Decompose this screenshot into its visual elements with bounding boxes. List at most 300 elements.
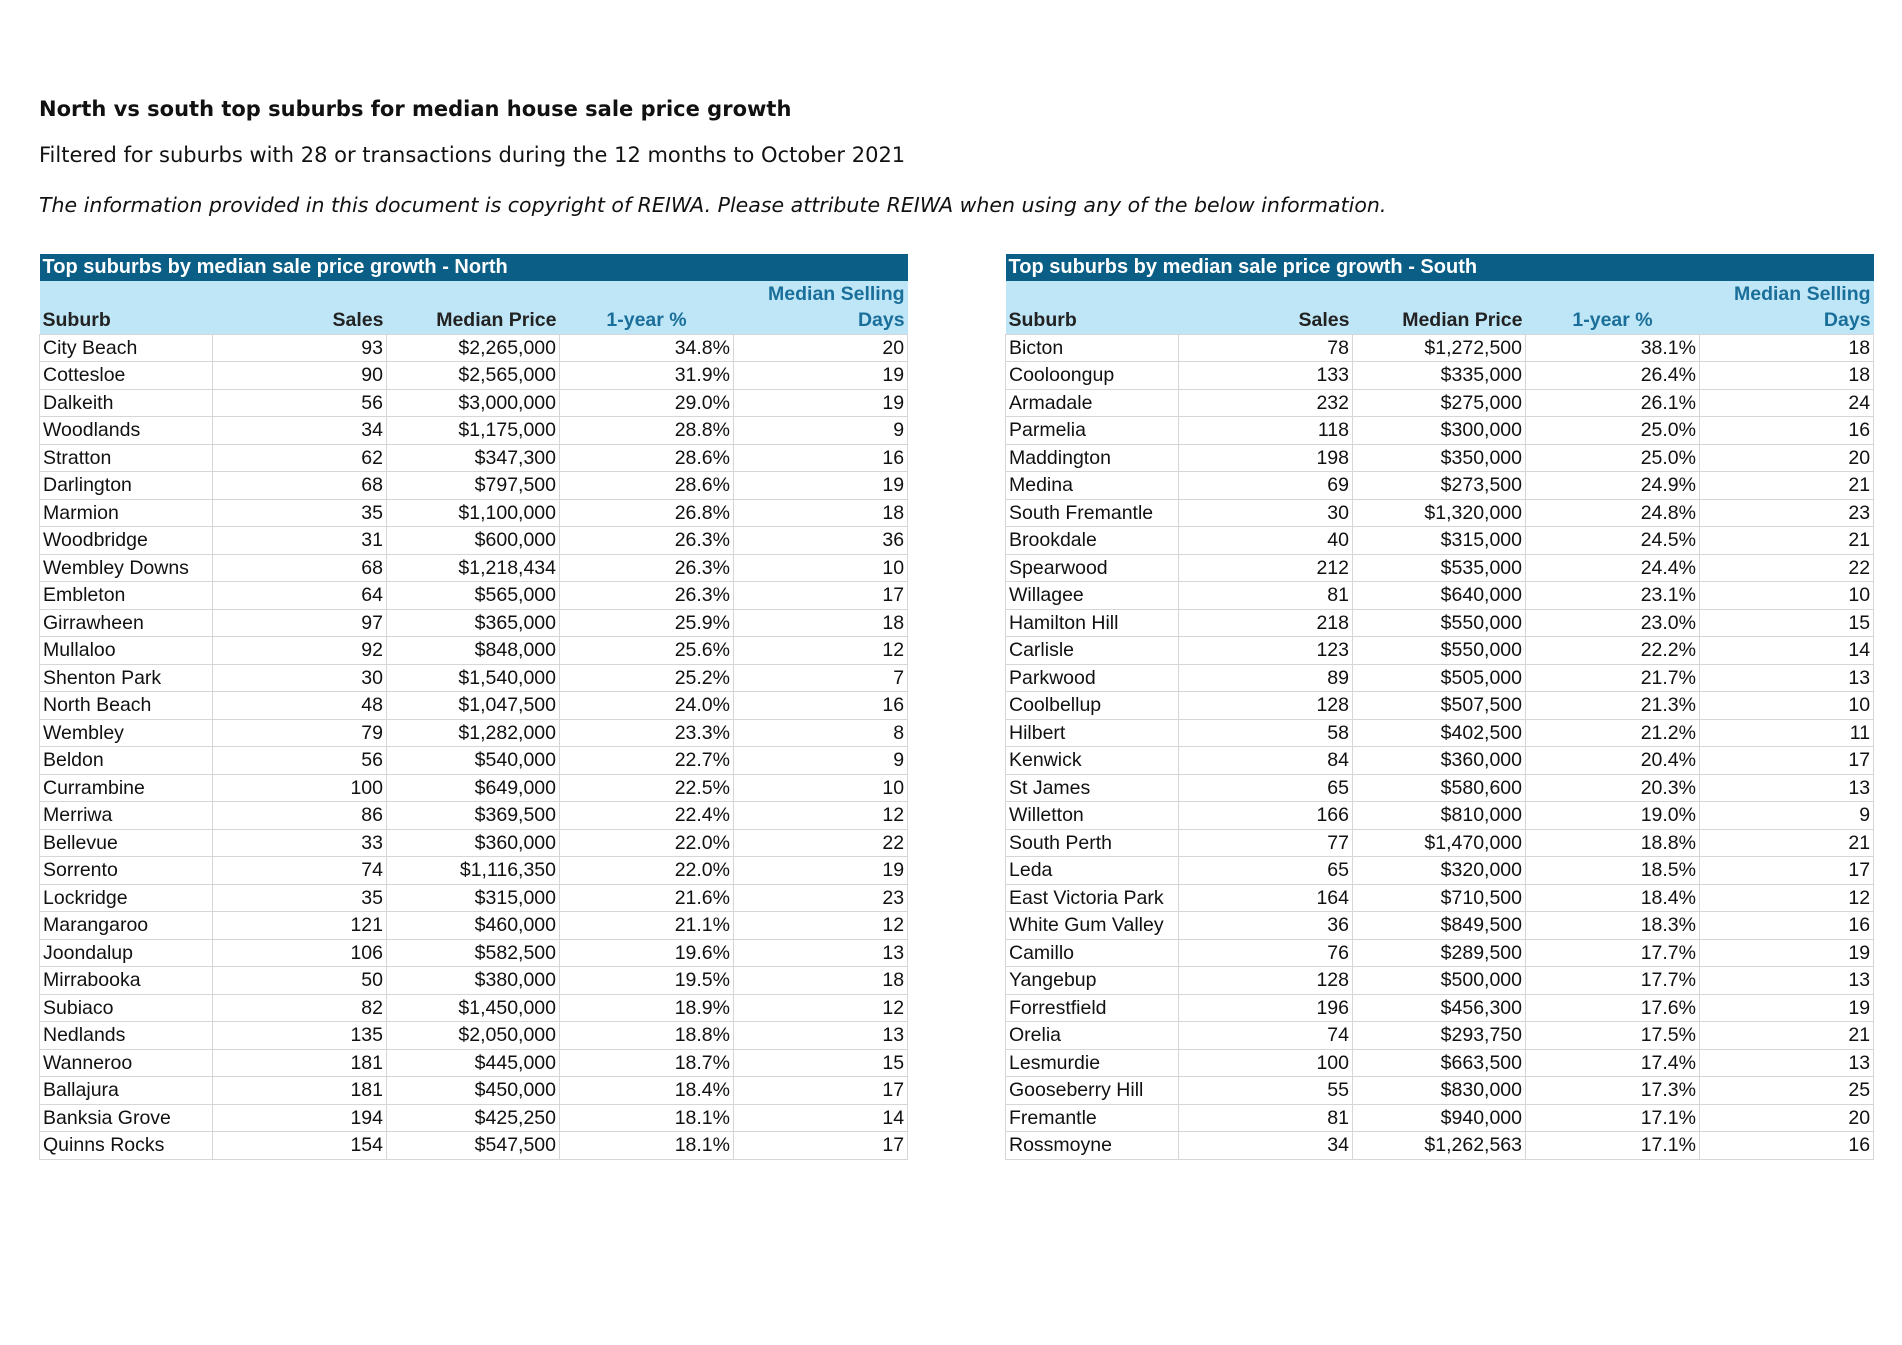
column-header-median-price: Median Price [1353, 307, 1526, 334]
median-price-cell: $640,000 [1353, 582, 1526, 610]
suburb-cell: Forrestfield [1006, 994, 1179, 1022]
median-price-cell: $380,000 [387, 967, 560, 995]
median-price-cell: $1,272,500 [1353, 334, 1526, 362]
selling-days-cell: 22 [734, 829, 908, 857]
suburb-cell: Armadale [1006, 389, 1179, 417]
column-header-days-top: Median Selling [1700, 281, 1874, 308]
selling-days-cell: 23 [1700, 499, 1874, 527]
median-price-cell: $289,500 [1353, 939, 1526, 967]
sales-cell: 33 [213, 829, 387, 857]
sales-cell: 84 [1179, 747, 1353, 775]
table-row [40, 444, 908, 472]
table-row [40, 1104, 908, 1132]
median-price-cell: $335,000 [1353, 362, 1526, 390]
suburb-cell: Willetton [1006, 802, 1179, 830]
suburb-cell: Lockridge [40, 884, 213, 912]
growth-cell: 22.7% [560, 747, 734, 775]
median-price-cell: $1,218,434 [387, 554, 560, 582]
median-price-cell: $2,265,000 [387, 334, 560, 362]
growth-cell: 28.8% [560, 417, 734, 445]
growth-cell: 18.8% [560, 1022, 734, 1050]
sales-cell: 78 [1179, 334, 1353, 362]
selling-days-cell: 15 [1700, 609, 1874, 637]
selling-days-cell: 17 [734, 1077, 908, 1105]
median-price-cell: $540,000 [387, 747, 560, 775]
selling-days-cell: 13 [1700, 664, 1874, 692]
table-row [40, 912, 908, 940]
sales-cell: 121 [213, 912, 387, 940]
suburb-cell: White Gum Valley [1006, 912, 1179, 940]
selling-days-cell: 12 [734, 802, 908, 830]
suburb-cell: City Beach [40, 334, 213, 362]
growth-cell: 23.1% [1526, 582, 1700, 610]
median-price-cell: $940,000 [1353, 1104, 1526, 1132]
table-row [40, 692, 908, 720]
suburb-cell: Girrawheen [40, 609, 213, 637]
sales-cell: 68 [213, 472, 387, 500]
suburb-cell: Dalkeith [40, 389, 213, 417]
median-price-cell: $810,000 [1353, 802, 1526, 830]
column-header-days-top: Median Selling [734, 281, 908, 308]
table-row [40, 582, 908, 610]
growth-cell: 21.6% [560, 884, 734, 912]
selling-days-cell: 22 [1700, 554, 1874, 582]
table-row [40, 1022, 908, 1050]
column-header-suburb: Suburb [1006, 307, 1179, 334]
selling-days-cell: 14 [1700, 637, 1874, 665]
selling-days-cell: 25 [1700, 1077, 1874, 1105]
table-row [40, 499, 908, 527]
sales-cell: 35 [213, 499, 387, 527]
table-row [40, 967, 908, 995]
selling-days-cell: 14 [734, 1104, 908, 1132]
growth-cell: 25.2% [560, 664, 734, 692]
suburb-cell: Parkwood [1006, 664, 1179, 692]
table-row [40, 334, 908, 362]
document-title: North vs south top suburbs for median house sale price growth [39, 97, 792, 121]
median-price-cell: $547,500 [387, 1132, 560, 1160]
suburb-cell: Wanneroo [40, 1049, 213, 1077]
column-header-sales: Sales [1179, 307, 1353, 334]
table-row [1006, 554, 1874, 582]
selling-days-cell: 21 [1700, 829, 1874, 857]
suburb-cell: Merriwa [40, 802, 213, 830]
median-price-cell: $315,000 [387, 884, 560, 912]
selling-days-cell: 23 [734, 884, 908, 912]
suburb-cell: South Perth [1006, 829, 1179, 857]
sales-cell: 196 [1179, 994, 1353, 1022]
table-row [40, 472, 908, 500]
selling-days-cell: 19 [1700, 939, 1874, 967]
selling-days-cell: 19 [734, 472, 908, 500]
median-price-cell: $1,175,000 [387, 417, 560, 445]
selling-days-cell: 9 [1700, 802, 1874, 830]
growth-cell: 25.0% [1526, 417, 1700, 445]
suburb-cell: Cooloongup [1006, 362, 1179, 390]
selling-days-cell: 10 [734, 554, 908, 582]
table-row [1006, 362, 1874, 390]
table-row [40, 389, 908, 417]
table-row [1006, 609, 1874, 637]
median-price-cell: $1,100,000 [387, 499, 560, 527]
median-price-cell: $460,000 [387, 912, 560, 940]
suburb-cell: Bicton [1006, 334, 1179, 362]
suburb-cell: Hilbert [1006, 719, 1179, 747]
growth-cell: 21.3% [1526, 692, 1700, 720]
table-row [1006, 802, 1874, 830]
sales-cell: 93 [213, 334, 387, 362]
table-row [1006, 417, 1874, 445]
selling-days-cell: 19 [734, 389, 908, 417]
growth-cell: 17.7% [1526, 967, 1700, 995]
growth-cell: 17.1% [1526, 1132, 1700, 1160]
median-price-cell: $1,116,350 [387, 857, 560, 885]
sales-cell: 79 [213, 719, 387, 747]
sales-cell: 81 [1179, 582, 1353, 610]
median-price-cell: $580,600 [1353, 774, 1526, 802]
suburb-cell: Marangaroo [40, 912, 213, 940]
median-price-cell: $505,000 [1353, 664, 1526, 692]
selling-days-cell: 18 [1700, 362, 1874, 390]
sales-cell: 50 [213, 967, 387, 995]
growth-cell: 25.9% [560, 609, 734, 637]
selling-days-cell: 12 [1700, 884, 1874, 912]
selling-days-cell: 12 [734, 912, 908, 940]
table-row [1006, 829, 1874, 857]
suburb-cell: Maddington [1006, 444, 1179, 472]
selling-days-cell: 21 [1700, 472, 1874, 500]
selling-days-cell: 20 [1700, 444, 1874, 472]
sales-cell: 74 [1179, 1022, 1353, 1050]
selling-days-cell: 18 [734, 499, 908, 527]
table-row [1006, 444, 1874, 472]
median-price-cell: $830,000 [1353, 1077, 1526, 1105]
table-row [1006, 1132, 1874, 1160]
growth-cell: 22.0% [560, 857, 734, 885]
suburb-cell: Bellevue [40, 829, 213, 857]
suburb-cell: Parmelia [1006, 417, 1179, 445]
suburb-cell: Wembley Downs [40, 554, 213, 582]
median-price-cell: $1,320,000 [1353, 499, 1526, 527]
growth-cell: 24.4% [1526, 554, 1700, 582]
table-row [40, 609, 908, 637]
growth-cell: 21.7% [1526, 664, 1700, 692]
median-price-cell: $1,540,000 [387, 664, 560, 692]
median-price-cell: $1,282,000 [387, 719, 560, 747]
growth-cell: 31.9% [560, 362, 734, 390]
sales-cell: 56 [213, 389, 387, 417]
sales-cell: 65 [1179, 857, 1353, 885]
growth-cell: 22.0% [560, 829, 734, 857]
table-row [1006, 939, 1874, 967]
median-price-cell: $293,750 [1353, 1022, 1526, 1050]
table-row [40, 1049, 908, 1077]
table-row [1006, 857, 1874, 885]
selling-days-cell: 13 [1700, 774, 1874, 802]
suburb-cell: Brookdale [1006, 527, 1179, 555]
selling-days-cell: 18 [734, 609, 908, 637]
table-row [40, 417, 908, 445]
selling-days-cell: 10 [734, 774, 908, 802]
median-price-cell: $710,500 [1353, 884, 1526, 912]
median-price-cell: $848,000 [387, 637, 560, 665]
median-price-cell: $425,250 [387, 1104, 560, 1132]
selling-days-cell: 16 [734, 444, 908, 472]
suburb-cell: Spearwood [1006, 554, 1179, 582]
selling-days-cell: 18 [1700, 334, 1874, 362]
table-row [40, 664, 908, 692]
median-price-cell: $350,000 [1353, 444, 1526, 472]
sales-cell: 133 [1179, 362, 1353, 390]
suburb-cell: Nedlands [40, 1022, 213, 1050]
selling-days-cell: 13 [1700, 1049, 1874, 1077]
growth-cell: 29.0% [560, 389, 734, 417]
sales-cell: 218 [1179, 609, 1353, 637]
table-row [40, 994, 908, 1022]
selling-days-cell: 13 [734, 1022, 908, 1050]
sales-cell: 97 [213, 609, 387, 637]
sales-cell: 69 [1179, 472, 1353, 500]
table-row [40, 1077, 908, 1105]
table-row [40, 747, 908, 775]
selling-days-cell: 36 [734, 527, 908, 555]
median-price-cell: $1,047,500 [387, 692, 560, 720]
median-price-cell: $275,000 [1353, 389, 1526, 417]
selling-days-cell: 16 [1700, 417, 1874, 445]
selling-days-cell: 10 [1700, 582, 1874, 610]
suburb-cell: Banksia Grove [40, 1104, 213, 1132]
growth-cell: 25.6% [560, 637, 734, 665]
sales-cell: 198 [1179, 444, 1353, 472]
selling-days-cell: 12 [734, 994, 908, 1022]
median-price-cell: $360,000 [387, 829, 560, 857]
suburb-cell: Fremantle [1006, 1104, 1179, 1132]
growth-cell: 26.3% [560, 527, 734, 555]
sales-cell: 81 [1179, 1104, 1353, 1132]
median-price-cell: $445,000 [387, 1049, 560, 1077]
suburb-cell: Currambine [40, 774, 213, 802]
growth-cell: 22.4% [560, 802, 734, 830]
median-price-cell: $3,000,000 [387, 389, 560, 417]
table-row [1006, 637, 1874, 665]
table-row [1006, 774, 1874, 802]
sales-cell: 166 [1179, 802, 1353, 830]
growth-cell: 22.2% [1526, 637, 1700, 665]
suburb-cell: Willagee [1006, 582, 1179, 610]
sales-cell: 55 [1179, 1077, 1353, 1105]
suburb-cell: Wembley [40, 719, 213, 747]
table-row [1006, 389, 1874, 417]
suburb-cell: Lesmurdie [1006, 1049, 1179, 1077]
suburb-cell: Marmion [40, 499, 213, 527]
median-price-cell: $600,000 [387, 527, 560, 555]
sales-cell: 30 [1179, 499, 1353, 527]
north-table-title: Top suburbs by median sale price growth - North [40, 254, 908, 281]
sales-cell: 35 [213, 884, 387, 912]
column-header-suburb: Suburb [40, 307, 213, 334]
growth-cell: 17.1% [1526, 1104, 1700, 1132]
median-price-cell: $849,500 [1353, 912, 1526, 940]
sales-cell: 92 [213, 637, 387, 665]
suburb-cell: Darlington [40, 472, 213, 500]
suburb-cell: Mullaloo [40, 637, 213, 665]
selling-days-cell: 9 [734, 417, 908, 445]
suburb-cell: Sorrento [40, 857, 213, 885]
median-price-cell: $300,000 [1353, 417, 1526, 445]
growth-cell: 20.3% [1526, 774, 1700, 802]
table-row [40, 939, 908, 967]
growth-cell: 24.8% [1526, 499, 1700, 527]
sales-cell: 181 [213, 1049, 387, 1077]
suburb-cell: Rossmoyne [1006, 1132, 1179, 1160]
sales-cell: 74 [213, 857, 387, 885]
growth-cell: 18.4% [560, 1077, 734, 1105]
sales-cell: 232 [1179, 389, 1353, 417]
growth-cell: 24.5% [1526, 527, 1700, 555]
sales-cell: 56 [213, 747, 387, 775]
table-row [1006, 527, 1874, 555]
sales-cell: 34 [213, 417, 387, 445]
table-row [40, 884, 908, 912]
growth-cell: 17.7% [1526, 939, 1700, 967]
sales-cell: 34 [1179, 1132, 1353, 1160]
table-row [1006, 1022, 1874, 1050]
sales-cell: 68 [213, 554, 387, 582]
table-row [40, 554, 908, 582]
table-row [1006, 1077, 1874, 1105]
median-price-cell: $565,000 [387, 582, 560, 610]
table-row [1006, 719, 1874, 747]
suburb-cell: Shenton Park [40, 664, 213, 692]
south-table-title: Top suburbs by median sale price growth - South [1006, 254, 1874, 281]
selling-days-cell: 16 [734, 692, 908, 720]
suburb-cell: Camillo [1006, 939, 1179, 967]
table-row [1006, 472, 1874, 500]
column-header-median-price: Median Price [387, 307, 560, 334]
table-row [40, 527, 908, 555]
copyright-notice: The information provided in this document is copyright of REIWA. Please attribute REIWA when using any of the below information. [39, 193, 1387, 217]
growth-cell: 28.6% [560, 444, 734, 472]
median-price-cell: $315,000 [1353, 527, 1526, 555]
selling-days-cell: 21 [1700, 1022, 1874, 1050]
south-suburbs-table [1005, 254, 1874, 1160]
sales-cell: 181 [213, 1077, 387, 1105]
sales-cell: 48 [213, 692, 387, 720]
median-price-cell: $347,300 [387, 444, 560, 472]
suburb-cell: Woodbridge [40, 527, 213, 555]
selling-days-cell: 24 [1700, 389, 1874, 417]
median-price-cell: $1,470,000 [1353, 829, 1526, 857]
suburb-cell: Quinns Rocks [40, 1132, 213, 1160]
table-row [40, 719, 908, 747]
suburb-cell: St James [1006, 774, 1179, 802]
suburb-cell: Hamilton Hill [1006, 609, 1179, 637]
suburb-cell: South Fremantle [1006, 499, 1179, 527]
sales-cell: 30 [213, 664, 387, 692]
sales-cell: 77 [1179, 829, 1353, 857]
sales-cell: 100 [213, 774, 387, 802]
suburb-cell: Beldon [40, 747, 213, 775]
sales-cell: 128 [1179, 692, 1353, 720]
suburb-cell: Joondalup [40, 939, 213, 967]
selling-days-cell: 20 [734, 334, 908, 362]
growth-cell: 19.6% [560, 939, 734, 967]
table-row [40, 857, 908, 885]
sales-cell: 154 [213, 1132, 387, 1160]
median-price-cell: $663,500 [1353, 1049, 1526, 1077]
suburb-cell: Stratton [40, 444, 213, 472]
growth-cell: 18.8% [1526, 829, 1700, 857]
sales-cell: 62 [213, 444, 387, 472]
table-row [1006, 912, 1874, 940]
selling-days-cell: 19 [1700, 994, 1874, 1022]
growth-cell: 34.8% [560, 334, 734, 362]
median-price-cell: $582,500 [387, 939, 560, 967]
sales-cell: 64 [213, 582, 387, 610]
table-row [1006, 664, 1874, 692]
growth-cell: 17.3% [1526, 1077, 1700, 1105]
table-row [40, 802, 908, 830]
table-row [1006, 994, 1874, 1022]
growth-cell: 18.3% [1526, 912, 1700, 940]
growth-cell: 26.3% [560, 582, 734, 610]
sales-cell: 65 [1179, 774, 1353, 802]
suburb-cell: Coolbellup [1006, 692, 1179, 720]
growth-cell: 21.1% [560, 912, 734, 940]
table-row [1006, 499, 1874, 527]
selling-days-cell: 13 [1700, 967, 1874, 995]
document-header [39, 95, 1539, 219]
selling-days-cell: 16 [1700, 1132, 1874, 1160]
growth-cell: 18.1% [560, 1104, 734, 1132]
selling-days-cell: 19 [734, 362, 908, 390]
growth-cell: 26.3% [560, 554, 734, 582]
table-row [1006, 334, 1874, 362]
growth-cell: 25.0% [1526, 444, 1700, 472]
median-price-cell: $535,000 [1353, 554, 1526, 582]
document-subtitle: Filtered for suburbs with 28 or transactions during the 12 months to October 2021 [39, 143, 906, 167]
median-price-cell: $550,000 [1353, 609, 1526, 637]
median-price-cell: $2,050,000 [387, 1022, 560, 1050]
median-price-cell: $1,262,563 [1353, 1132, 1526, 1160]
suburb-cell: Medina [1006, 472, 1179, 500]
selling-days-cell: 17 [734, 582, 908, 610]
sales-cell: 194 [213, 1104, 387, 1132]
median-price-cell: $360,000 [1353, 747, 1526, 775]
selling-days-cell: 15 [734, 1049, 908, 1077]
selling-days-cell: 8 [734, 719, 908, 747]
selling-days-cell: 17 [734, 1132, 908, 1160]
suburb-cell: Yangebup [1006, 967, 1179, 995]
sales-cell: 76 [1179, 939, 1353, 967]
selling-days-cell: 17 [1700, 747, 1874, 775]
suburb-cell: Mirrabooka [40, 967, 213, 995]
growth-cell: 28.6% [560, 472, 734, 500]
table-row [1006, 747, 1874, 775]
sales-cell: 89 [1179, 664, 1353, 692]
north-table-body [40, 334, 908, 1159]
sales-cell: 106 [213, 939, 387, 967]
sales-cell: 31 [213, 527, 387, 555]
selling-days-cell: 13 [734, 939, 908, 967]
sales-cell: 212 [1179, 554, 1353, 582]
growth-cell: 18.1% [560, 1132, 734, 1160]
table-row [1006, 967, 1874, 995]
median-price-cell: $2,565,000 [387, 362, 560, 390]
sales-cell: 36 [1179, 912, 1353, 940]
sales-cell: 123 [1179, 637, 1353, 665]
growth-cell: 24.9% [1526, 472, 1700, 500]
